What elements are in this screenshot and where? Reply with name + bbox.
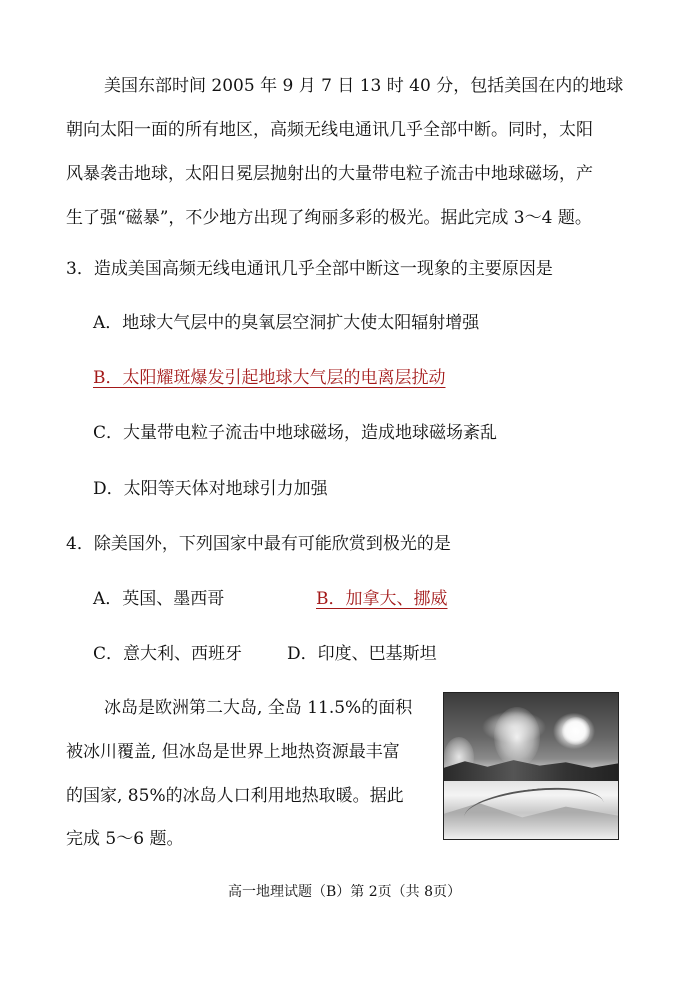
question-4-option-a: A．英国、墨西哥	[93, 589, 225, 609]
iceland-line-2: 被冰川覆盖, 但冰岛是世界上地热资源最丰富	[66, 742, 400, 762]
steam-plume	[494, 707, 540, 767]
intro-line-1: 美国东部时间 2005 年 9 月 7 日 13 时 40 分，包括美国在内的地球	[104, 76, 624, 96]
iceland-line-1: 冰岛是欧洲第二大岛, 全岛 11.5%的面积	[104, 698, 413, 718]
iceland-line-3: 的国家, 85%的冰岛人口利用地热取暖。据此	[66, 786, 404, 806]
question-4-option-c: C．意大利、西班牙	[93, 644, 243, 664]
intro-line-3: 风暴袭击地球，太阳日冕层抛射出的大量带电粒子流击中地球磁场，产	[66, 164, 593, 184]
page-footer: 高一地理试题（B）第 2页（共 8页）	[228, 884, 462, 900]
intro-line-4: 生了强“磁暴”，不少地方出现了绚丽多彩的极光。据此完成 3～4 题。	[66, 208, 592, 228]
question-4-option-b-answer: B．加拿大、挪威	[316, 589, 448, 609]
question-4-option-d: D．印度、巴基斯坦	[287, 644, 437, 664]
question-3-stem: 3．造成美国高频无线电通讯几乎全部中断这一现象的主要原因是	[66, 259, 553, 279]
iceland-line-4: 完成 5～6 题。	[66, 829, 184, 849]
question-4-stem: 4．除美国外，下列国家中最有可能欣赏到极光的是	[66, 534, 451, 554]
question-3-option-c: C．大量带电粒子流击中地球磁场，造成地球磁场紊乱	[93, 423, 498, 443]
question-3-option-b-answer: B．太阳耀斑爆发引起地球大气层的电离层扰动	[93, 368, 446, 388]
intro-line-2: 朝向太阳一面的所有地区，高频无线电通讯几乎全部中断。同时，太阳	[66, 120, 593, 140]
geothermal-landscape-photo	[443, 692, 619, 840]
question-3-option-d: D．太阳等天体对地球引力加强	[93, 479, 328, 499]
question-3-option-a: A．地球大气层中的臭氧层空洞扩大使太阳辐射增强	[93, 313, 480, 333]
sun-glare	[562, 717, 590, 745]
